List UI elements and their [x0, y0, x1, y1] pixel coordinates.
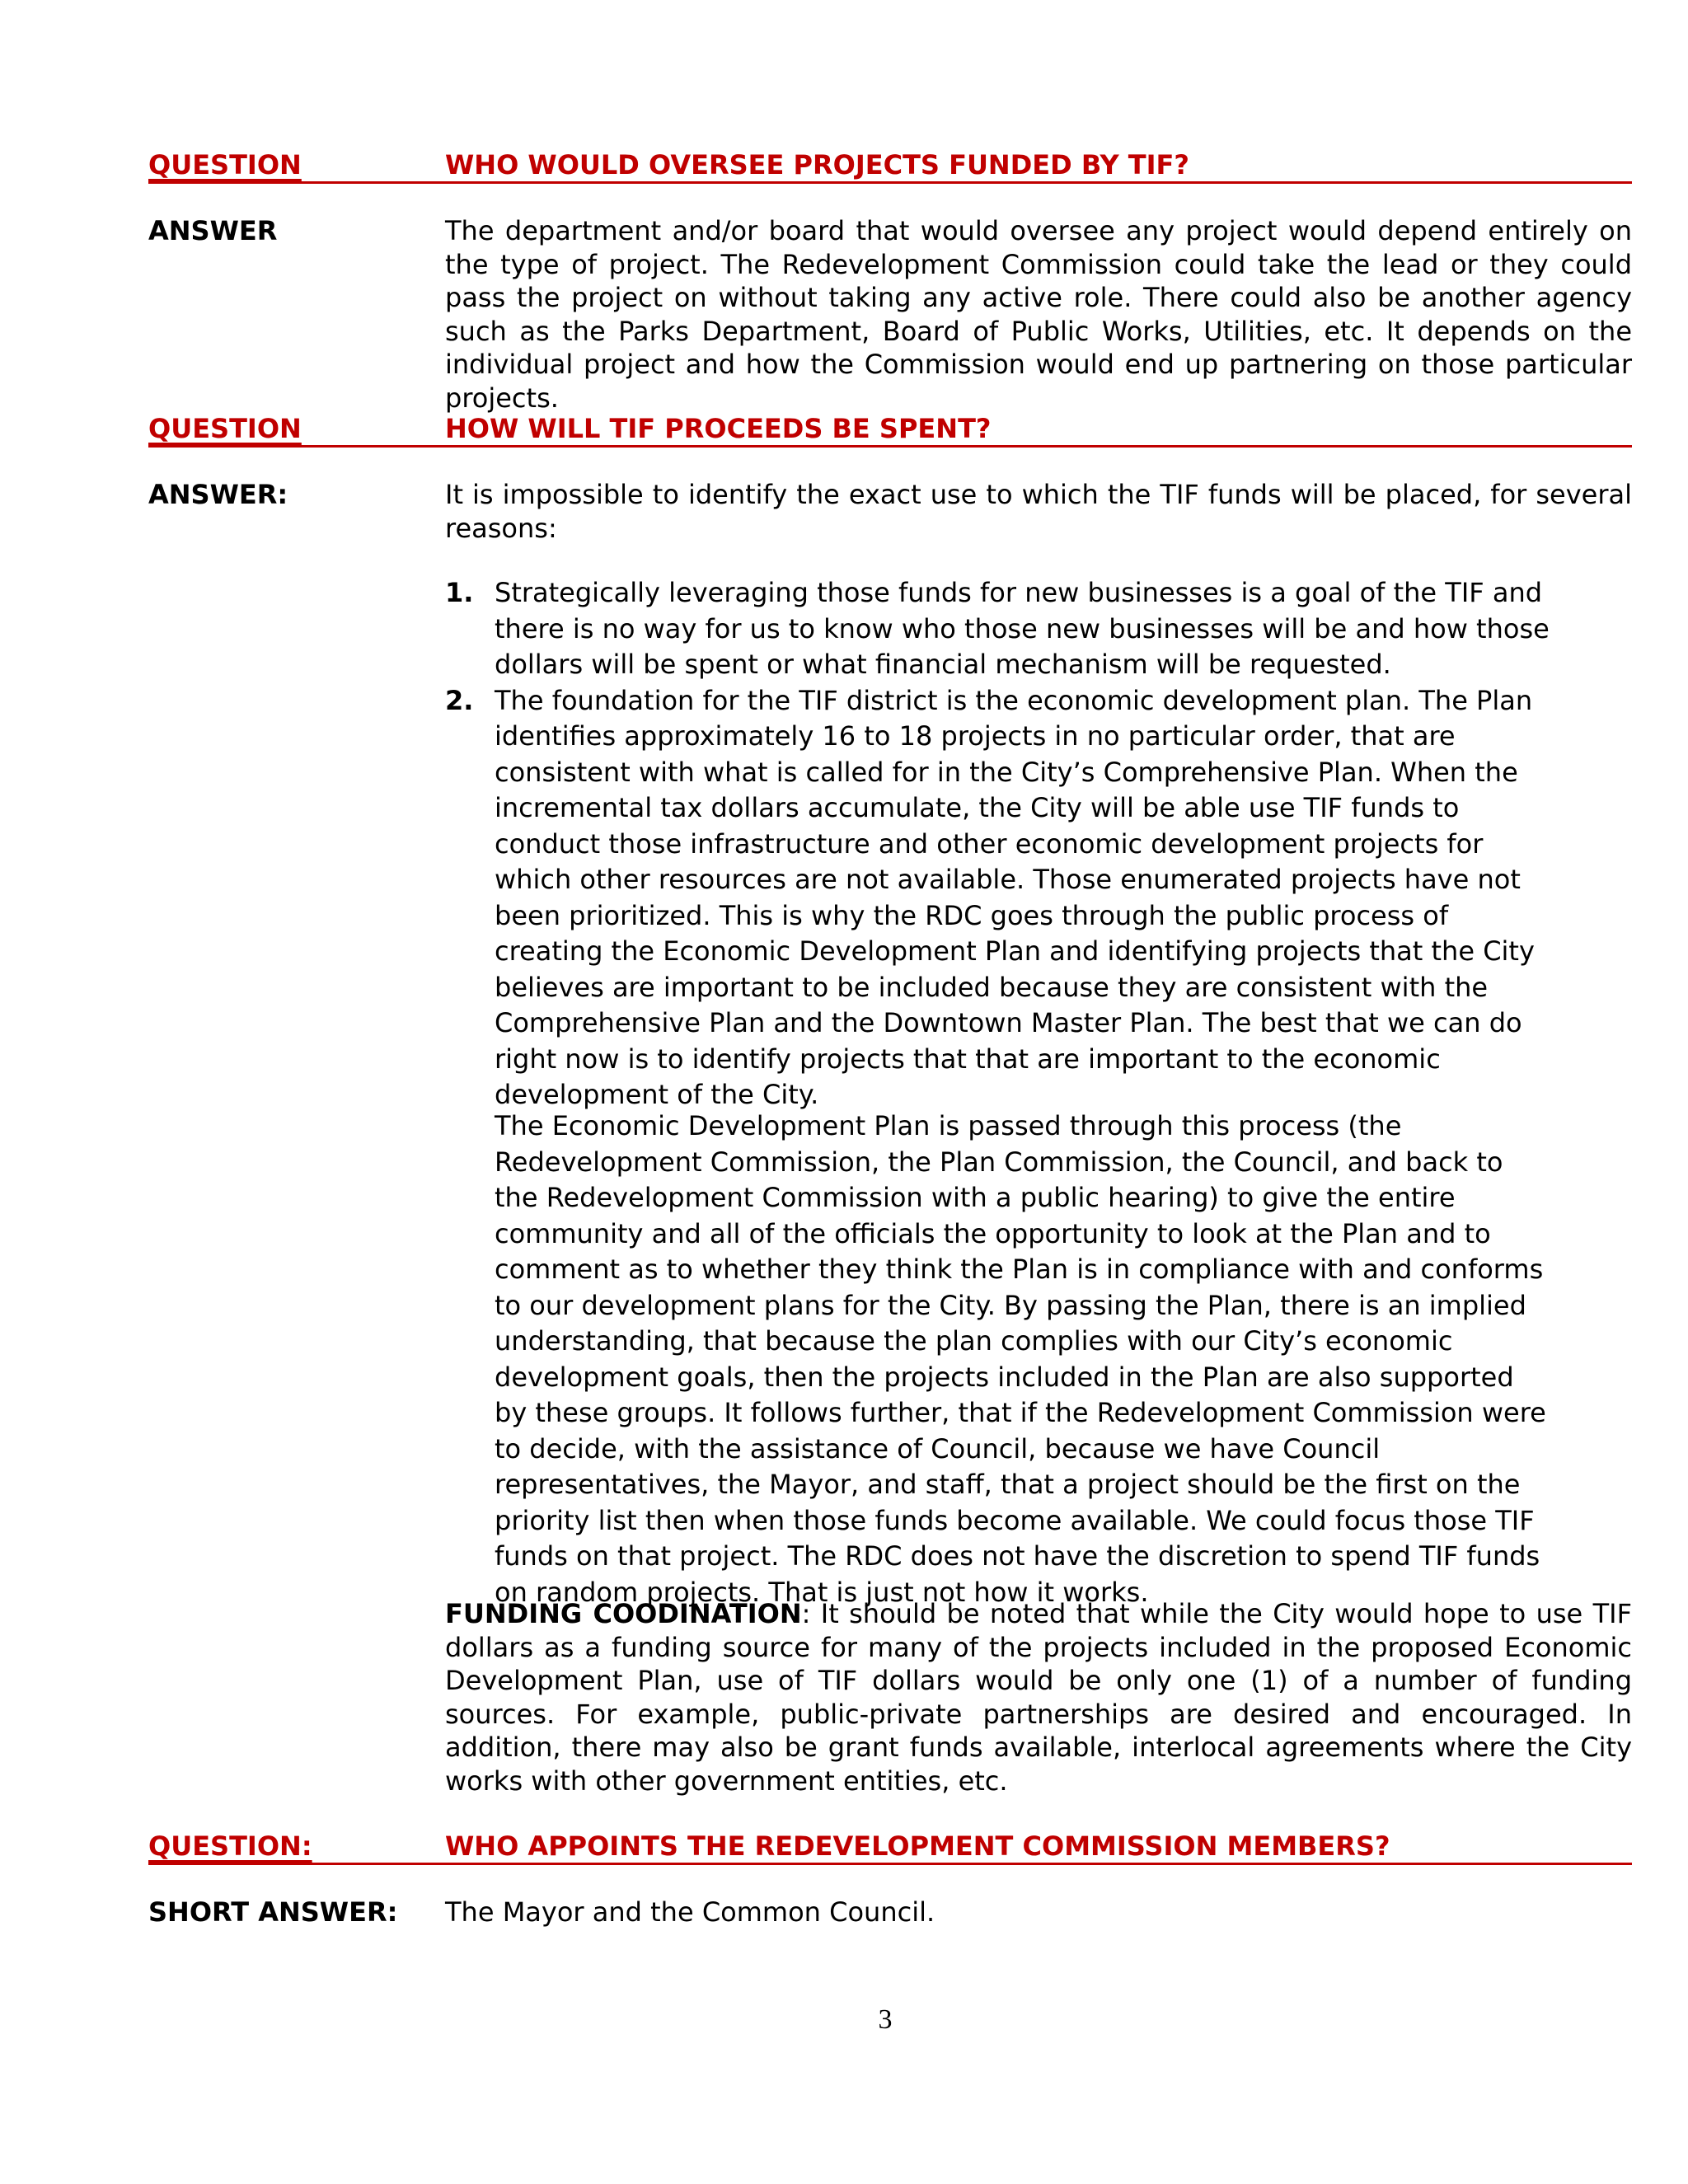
list-item: [445, 683, 1550, 1113]
page-number: 3: [878, 2004, 893, 2035]
list-item: [445, 575, 1550, 683]
answer-text: The department and/or board that would oversee any project would depend entirely on the type of project. The Redevelopment Commission could take the lead or they could pass the project on without taking any active role. There could also be another agency such as the Parks Department, Board of Public Works, Utilities, etc. It depends on the individual project and how the Commission would end up partnering on those particular projects.: [445, 215, 1632, 414]
list-number: 1.: [445, 577, 474, 608]
question-text: WHO APPOINTS THE REDEVELOPMENT COMMISSION MEMBERS?: [445, 1830, 1390, 1862]
list-item-text: Strategically leveraging those funds for new businesses is a goal of the TIF and there is no way for us to know who those new businesses will be and how those dollars will be spent or what financial mechanism will be requested.: [495, 577, 1550, 680]
question-text: WHO WOULD OVERSEE PROJECTS FUNDED BY TIF?: [445, 149, 1189, 180]
funding-text: : It should be noted that while the City would hope to use TIF dollars as a funding source for many of the projects included in the proposed Economic Development Plan, use of TIF dollars would be only one (1) of a number of funding sources. For example, public-private partnerships are desired and encouraged. In addition, there may also be grant funds available, interlocal agreements where the City works with other government entities, etc.: [445, 1598, 1633, 1797]
question-label: QUESTION: [148, 149, 302, 180]
question-row-1: [148, 148, 1632, 184]
answer-label: ANSWER:: [148, 479, 288, 510]
answer-text: It is impossible to identify the exact use to which the TIF funds will be placed, for several reasons:: [445, 479, 1632, 544]
answer-label: ANSWER: [148, 215, 278, 246]
funding-heading: FUNDING COODINATION: [445, 1598, 802, 1629]
question-label: QUESTION:: [148, 1830, 312, 1862]
funding-coordination-paragraph: [445, 1597, 1632, 1797]
list-number: 2.: [445, 684, 474, 716]
question-text: HOW WILL TIF PROCEEDS BE SPENT?: [445, 413, 992, 444]
question-label: QUESTION: [148, 413, 302, 444]
list-item-text: The foundation for the TIF district is the economic development plan. The Plan identifies approximately 16 to 18 projects in no particular order, that are consistent with what is called for in the City’s Comprehensive Plan. When the incremental tax dollars accumulate, the City will be able use TIF funds to conduct those infrastructure and other economic development projects for which other resources are not available. Those enumerated projects have not been prioritized. This is why the RDC goes through the public process of creating the Economic Development Plan and identifying projects that the City believes are important to be included because they are consistent with the Comprehensive Plan and the Downtown Master Plan. The best that we can do right now is to identify projects that that are important to the economic development of the City.: [495, 684, 1535, 1110]
reasons-list: [445, 575, 1550, 1113]
answer-label: SHORT ANSWER:: [148, 1896, 398, 1928]
question-row-2: [148, 412, 1632, 448]
plan-paragraph: The Economic Development Plan is passed through this process (the Redevelopment Commission, the Plan Commission, the Council, and back to the Redevelopment Commission with a public hearing) to give the entire community and all of the officials the opportunity to look at the Plan and to comment as to whether they think the Plan is in compliance with and conforms to our development plans for the City. By passing the Plan, there is an implied understanding, that because the plan complies with our City’s economic development goals, then the projects included in the Plan are also supported by these groups. It follows further, that if the Redevelopment Commission were to decide, with the assistance of Council, because we have Council representatives, the Mayor, and staff, that a project should be the first on the priority list then when those funds become available. We could focus those TIF funds on that project. The RDC does not have the discretion to spend TIF funds on random projects. That is just not how it works.: [495, 1110, 1546, 1608]
answer-text: The Mayor and the Common Council.: [445, 1896, 935, 1928]
question-row-3: [148, 1830, 1632, 1865]
